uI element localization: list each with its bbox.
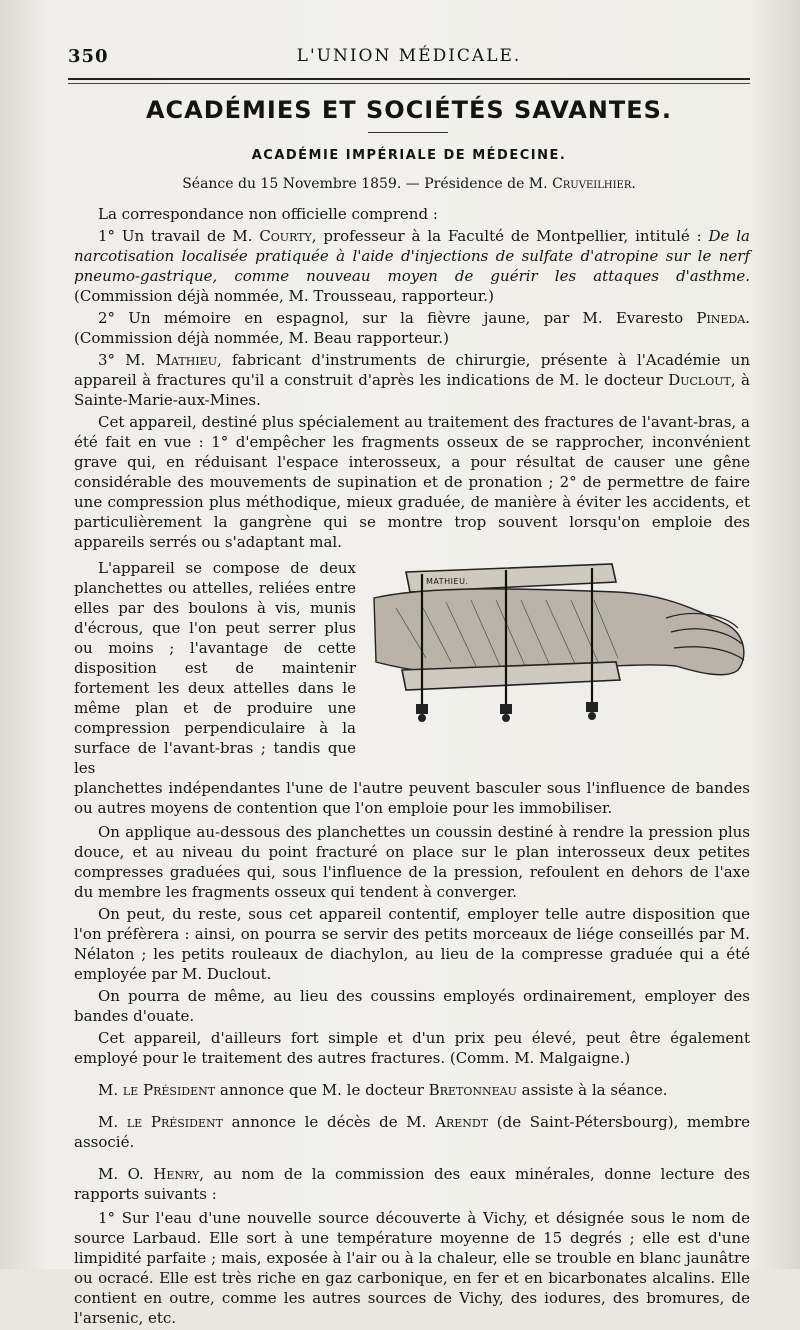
- president-title: le Président: [126, 1113, 223, 1131]
- paragraph-mathieu: 3° M. Mathieu, fabricant d'instruments de chirurgie, présente à l'Académie un appareil à fractures qu'il a construit d'après les indications de M. le docteur Duclout, à Sainte-Marie-aux-Mines.: [74, 351, 750, 409]
- running-head: [68, 44, 750, 74]
- paragraph-henry: M. O. Henry, au nom de la commission des eaux minérales, donne lecture des rapports suivants :: [74, 1165, 750, 1203]
- author-name: Mathieu: [155, 351, 217, 369]
- paragraph-apparatus-description: L'appareil se compose de deux planchettes ou attelles, reliées entre elles par des boulons à vis, munis d'écrous, que l'on peut serrer plus ou moins ; l'avantage de cette disposition est de maintenir fortement les deux attelles dans le même plan et de produire une compression perpendiculaire à la surface de l'avant-bras ; tandis que les: [74, 559, 356, 777]
- section-title: ACADÉMIES ET SOCIÉTÉS SAVANTES.: [145, 96, 673, 124]
- work-title: De la narcotisation localisée pratiquée à l'aide d'injections de sulfate d'atropine sur le nerf pneumo-gastrique, comme nouveau moyen de guérir les attaques d'asthme.: [74, 227, 750, 285]
- person-name: Bretonneau: [428, 1081, 517, 1099]
- journal-title: L'UNION MÉDICALE.: [296, 46, 522, 66]
- figure-side-text: [74, 558, 356, 778]
- person-name: Arendt: [435, 1113, 489, 1131]
- author-name: Courty: [259, 227, 312, 245]
- paragraph-cushion: On applique au-dessous des planchettes un coussin destiné à rendre la pression plus douce, et au niveau du point fracturé on place sur le plan interosseux deux petites compresses graduées qui, sous l'influence de la pression, refoulent en dehors de l'axe du membre les fragments osseux qui tendent à converger.: [74, 823, 750, 901]
- figure-block: [74, 558, 750, 778]
- president-title: le Président: [122, 1081, 216, 1099]
- academy-title: ACADÉMIE IMPÉRIALE DE MÉDECINE.: [251, 148, 567, 163]
- paragraph-price: Cet appareil, d'ailleurs fort simple et d'un prix peu élevé, peut être également employé pour le traitement des autres fractures. (Comm. M. Malgaigne.): [74, 1029, 750, 1067]
- author-name: Duclout: [668, 371, 731, 389]
- paragraph-vichy-source: 1° Sur l'eau d'une nouvelle source découverte à Vichy, et désignée sous le nom de source Larbaud. Elle sort à une température moyenne de 15 degrés ; elle est d'une limpidité parfaite ; mais, exposée à l'air ou à la chaleur, elle se trouble en blanc jaunâtre ou ocracé. Elle est très riche en gaz carbonique, en fer et en bicarbonates alcalins. Elle contient en outre, comme les autres sources de Vichy, des iodures, des bromures, de l'arsenic, etc.: [74, 1209, 750, 1327]
- session-president: Cruveilhier.: [552, 176, 636, 192]
- article-body: [74, 204, 750, 1330]
- paragraph-apparatus-purpose: Cet appareil, destiné plus spécialement au traitement des fractures de l'avant-bras, a été fait en vue : 1° d'empêcher les fragments osseux de se rapprocher, inconvénient grave qui, en réduisant l'espace interosseux, a pour résultat de causer une gêne considérable des mouvements de supination et de pronation ; 2° de permettre de faire une compression plus méthodique, mieux graduée, de manière à éviter les accidents, et particulièrement la gangrène qui se montre trop souvent lorsqu'on emploie des appareils serrés ou s'adaptant mal.: [74, 413, 750, 551]
- paragraph-pineda: 2° Un mémoire en espagnol, sur la fièvre jaune, par M. Evaresto Pineda. (Commission déjà nommée, M. Beau rapporteur.): [74, 309, 750, 347]
- paragraph-correspondence: La correspondance non officielle comprend :: [98, 205, 438, 223]
- session-text: Séance du 15 Novembre 1859. — Présidence de M.: [182, 176, 548, 192]
- session-line: [68, 176, 750, 192]
- author-name: Pineda: [696, 309, 746, 327]
- paragraph-alternatives: On peut, du reste, sous cet appareil contentif, employer telle autre disposition que l'on préfèrera : ainsi, on pourra se servir des petits morceaux de liége conseillés par M. Nélaton ; les petits rouleaux de diachylon, au lieu de la compresse graduée qui a été employée par M. Duclout.: [74, 905, 750, 983]
- paragraph-arendt: M. le Président annonce le décès de M. Arendt (de Saint-Pétersbourg), membre associé.: [74, 1113, 751, 1151]
- header-rule: [68, 78, 750, 80]
- title-divider: [368, 132, 448, 133]
- person-name: Henry: [153, 1165, 200, 1183]
- page-number: 350: [68, 46, 109, 67]
- fracture-apparatus-figure: [366, 558, 750, 728]
- paragraph-bandes: On pourra de même, au lieu des coussins employés ordinairement, employer des bandes d'ouate.: [74, 987, 750, 1025]
- paragraph-apparatus-continued: planchettes indépendantes l'une de l'autre peuvent basculer sous l'influence de bandes ou autres moyens de contention que l'on emploie pour les immobiliser.: [74, 779, 750, 817]
- paragraph-courty: 1° Un travail de M. Courty, professeur à la Faculté de Montpellier, intitulé : De la narcotisation localisée pratiquée à l'aide d'injections de sulfate d'atropine sur le nerf pneumo-gastrique, comme nouveau moyen de guérir les attaques d'asthme. (Commission déjà nommée, M. Trousseau, rapporteur.): [74, 227, 750, 305]
- forearm-splint-illustration: [366, 558, 750, 728]
- paragraph-bretonneau: M. le Président annonce que M. le docteur Bretonneau assiste à la séance.: [98, 1081, 668, 1099]
- header-rule-thin: [68, 83, 750, 84]
- figure-maker-label: MATHIEU.: [426, 577, 469, 586]
